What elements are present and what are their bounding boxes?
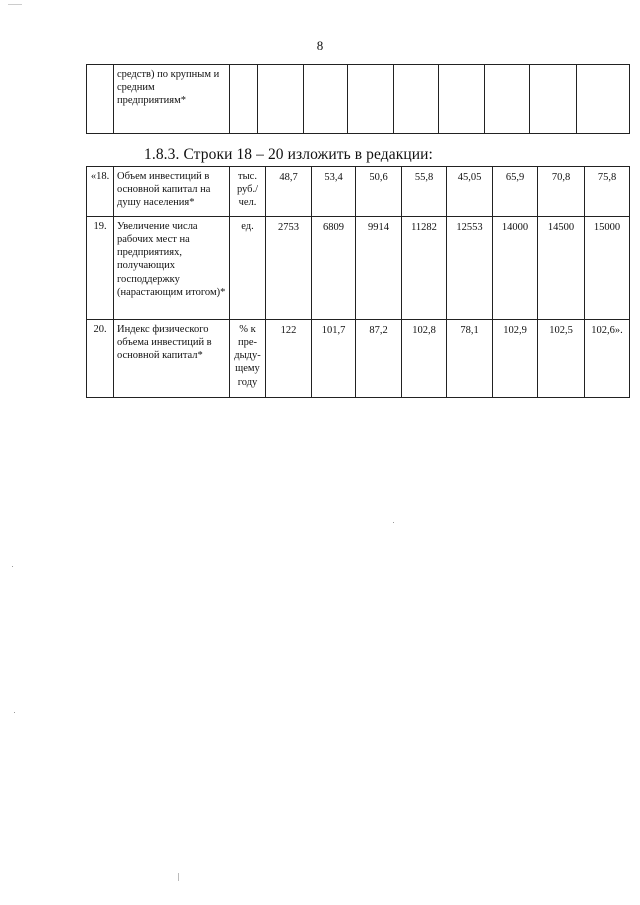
table-row (87, 65, 630, 134)
value-cell (258, 65, 304, 134)
row-value: 102,8 (402, 320, 447, 398)
row-label: Индекс физического объема инвестиций в основной капитал* (114, 320, 230, 398)
indicators-table (86, 166, 630, 398)
row-value: 14500 (538, 217, 585, 320)
label-cell: средств) по крупным и средним предприятиям* (114, 65, 230, 134)
row-unit: ед. (230, 217, 266, 320)
scan-speck (14, 712, 15, 713)
table-row (87, 217, 630, 320)
row-value: 75,8 (585, 167, 630, 217)
unit-cell (230, 65, 258, 134)
row-value: 12553 (447, 217, 493, 320)
row-value: 55,8 (402, 167, 447, 217)
value-cell (394, 65, 439, 134)
section-heading: 1.8.3. Строки 18 – 20 изложить в редакции: (144, 146, 433, 163)
row-value: 101,7 (312, 320, 356, 398)
value-cell (577, 65, 630, 134)
row-value: 102,5 (538, 320, 585, 398)
row-value: 9914 (356, 217, 402, 320)
value-cell (485, 65, 530, 134)
row-number: 20. (87, 320, 114, 398)
row-value: 70,8 (538, 167, 585, 217)
row-value: 6809 (312, 217, 356, 320)
scan-speck (8, 4, 22, 5)
row-value: 45,05 (447, 167, 493, 217)
row-value: 102,6». (585, 320, 630, 398)
row-number: 19. (87, 217, 114, 320)
table-row (87, 320, 630, 398)
continuation-table (86, 64, 630, 134)
row-value: 122 (266, 320, 312, 398)
row-value: 102,9 (493, 320, 538, 398)
row-value: 48,7 (266, 167, 312, 217)
page-number: 8 (316, 38, 324, 53)
row-value: 2753 (266, 217, 312, 320)
value-cell (348, 65, 394, 134)
row-value: 87,2 (356, 320, 402, 398)
row-value: 65,9 (493, 167, 538, 217)
scan-speck (393, 522, 394, 523)
row-value: 15000 (585, 217, 630, 320)
row-label: Объем инвестиций в основной капитал на душу населения* (114, 167, 230, 217)
row-value: 78,1 (447, 320, 493, 398)
row-value: 11282 (402, 217, 447, 320)
row-value: 50,6 (356, 167, 402, 217)
value-cell (439, 65, 485, 134)
value-cell (530, 65, 577, 134)
row-unit: % к пре-дыду-щему году (230, 320, 266, 398)
value-cell (304, 65, 348, 134)
num-cell (87, 65, 114, 134)
row-label: Увеличение числа рабочих мест на предприятиях, получающих господдержку (нарастающим итогом)* (114, 217, 230, 320)
row-value: 14000 (493, 217, 538, 320)
scan-speck (178, 873, 179, 881)
row-unit: тыс. руб./ чел. (230, 167, 266, 217)
scan-speck (12, 566, 13, 567)
row-number: «18. (87, 167, 114, 217)
row-value: 53,4 (312, 167, 356, 217)
table-row (87, 167, 630, 217)
